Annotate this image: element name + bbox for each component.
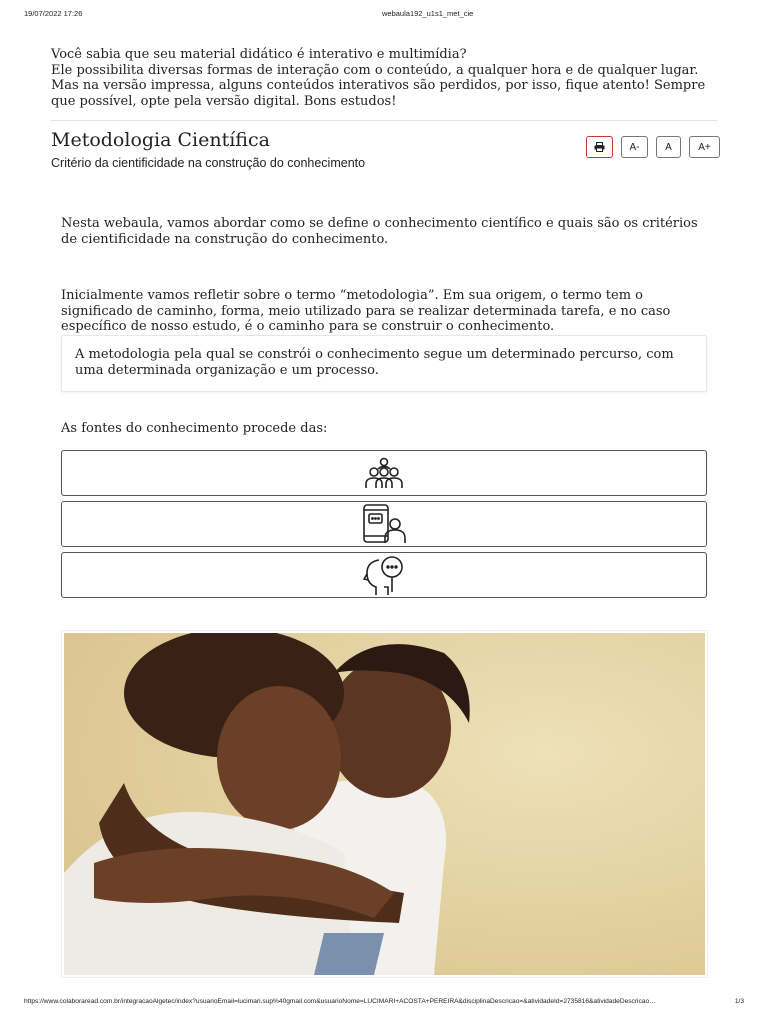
methodology-paragraph: Inicialmente vamos refletir sobre o termo “metodologia”. Em sua origem, o termo tem o significado de caminho, forma, meio utilizado para se realizar determinada tarefa, e no caso específico de nosso estudo, é o caminho para se construir o conhecimento. [61, 288, 671, 334]
page-subtitle: Critério da cientificidade na construção do conhecimento [51, 156, 366, 170]
phone-chat-person-icon [362, 504, 406, 544]
methodology-callout: A metodologia pela qual se constrói o conhecimento segue um determinado percurso, com uma determinada organização e um processo. [61, 335, 707, 392]
head-thinking-magnifier-icon [362, 554, 406, 596]
page-title: Metodologia Científica [51, 129, 270, 151]
increase-font-button[interactable]: A+ [689, 136, 720, 158]
divider [51, 120, 717, 121]
intro-paragraph: Nesta webaula, vamos abordar como se define o conhecimento científico e quais são os critérios de cientificidade na construção do conhecimento. [61, 216, 698, 247]
interactive-notice [51, 47, 711, 109]
print-date: 19/07/2022 17:26 [24, 9, 83, 18]
print-url: https://www.colaboraread.com.br/integracaoAlgetec/index?usuarioEmail=lucimari.sup%40gmail.com&usuarioNome=LUCIMARI+ACOSTA+PEREIRA&disciplinaDescricao=&atividadeId=2735816&atividadeDescricao… [24, 998, 656, 1005]
mother-and-son-hug-photo [64, 633, 705, 975]
page-number: 1/3 [734, 998, 744, 1005]
people-group-icon [363, 456, 405, 490]
normal-font-button[interactable]: A [656, 136, 681, 158]
source-card-thinking[interactable] [61, 552, 707, 598]
notice-line-2: Ele possibilita diversas formas de interação com o conteúdo, a qualquer hora e de qualquer lugar. Mas na versão impressa, alguns conteúdos interativos são perdidos, por isso, fique atento! Sempre que possível, opte pela versão digital. Bons estudos! [51, 62, 706, 109]
print-footer [24, 998, 744, 1010]
decrease-font-button[interactable]: A- [621, 136, 648, 158]
print-button[interactable] [586, 136, 613, 158]
source-card-media[interactable] [61, 501, 707, 547]
printer-icon [594, 142, 605, 152]
print-header [24, 9, 744, 21]
print-document-name: webaula192_u1s1_met_cie [382, 9, 474, 18]
font-toolbar [586, 136, 720, 158]
source-card-people[interactable] [61, 450, 707, 496]
sources-label: As fontes do conhecimento procede das: [61, 421, 328, 436]
notice-line-1: Você sabia que seu material didático é interativo e multimídia? [51, 47, 467, 62]
